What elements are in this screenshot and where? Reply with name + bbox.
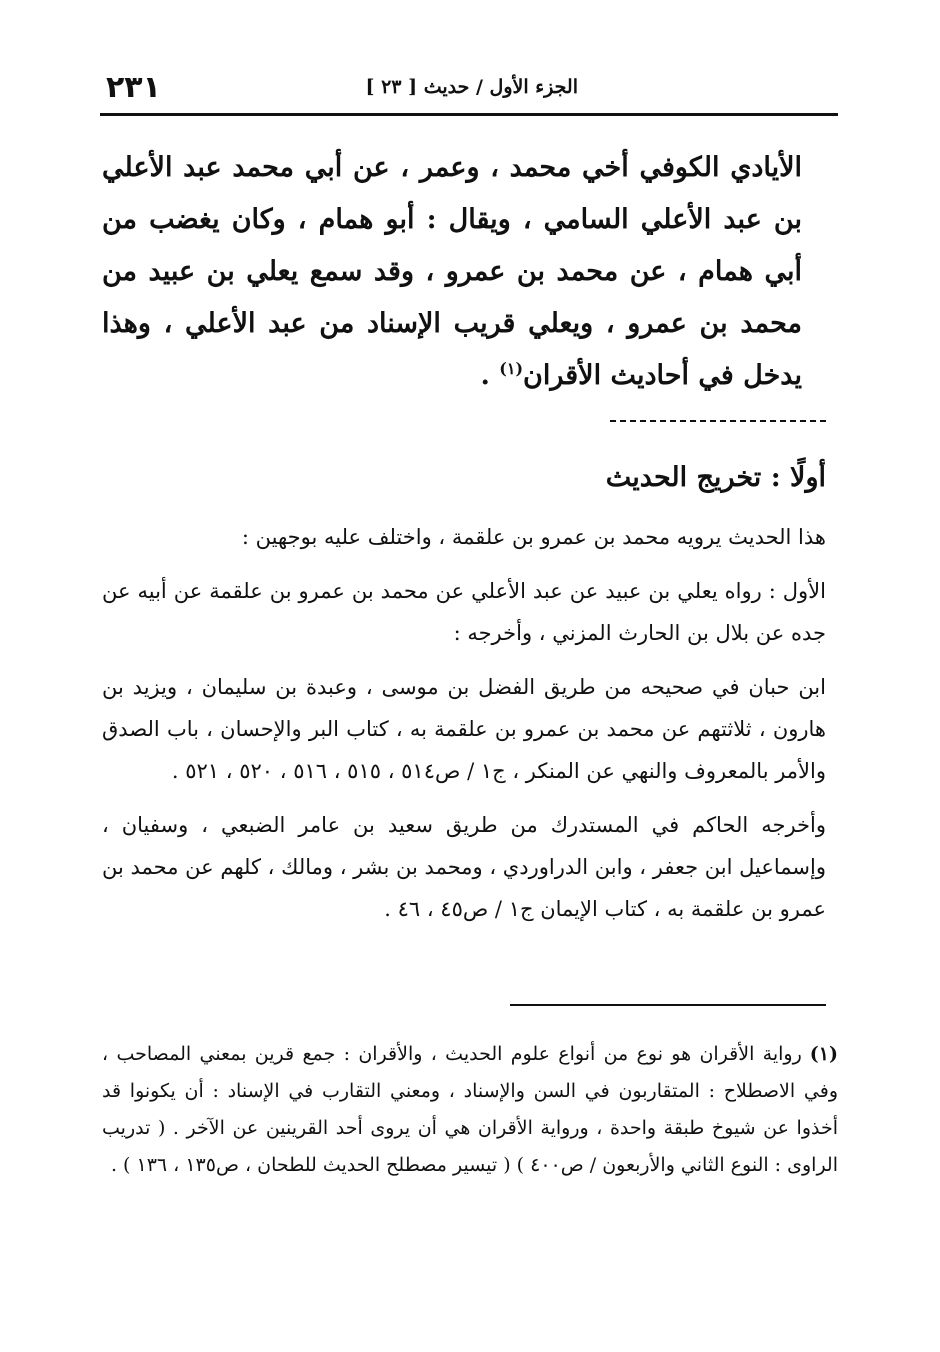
main-text: [102, 142, 802, 402]
header-rule: [100, 113, 838, 116]
section-paragraph: وأخرجه الحاكم في المستدرك من طريق سعيد بن عامر الضبعي ، وسفيان ، وإسماعيل ابن جعفر ، وابن الدراوردي ، ومحمد بن بشر ، ومالك ، كلهم عن محمد بن عمرو بن علقمة به ، كتاب الإيمان ج١ / ص٤٥ ، ٤٦ .: [102, 813, 826, 921]
main-paragraph-ending: .: [480, 360, 500, 391]
section-paragraph: ابن حبان في صحيحه من طريق الفضل بن موسى ، وعبدة بن سليمان ، ويزيد بن هارون ، ثلاثتهم عن محمد بن عمرو بن علقمة به ، كتاب البر والإحسان ، باب الصدق والأمر بالمعروف والنهي عن المنكر ، ج١ / ص٥١٤ ، ٥١٥ ، ٥١٦ ، ٥٢٠ ، ٥٢١ .: [102, 675, 826, 783]
main-paragraph: [102, 142, 802, 402]
running-head: الجزء الأول / حديث [ ٢٣ ]: [365, 76, 578, 98]
page-number: ٢٣١: [106, 70, 161, 105]
footnote-reference[interactable]: (١): [499, 359, 524, 378]
footnote-text: رواية الأقران هو نوع من أنواع علوم الحديث ، والأقران : جمع قرين بمعني المصاحب ، وفي الاصطلاح : المتقاربون في السن والإسناد ، ومعني التقارب في الإسناد : أن يكونوا قد أخذوا عن شيوخ طبقة واحدة ، ورواية الأقران هي أن يروى أحد القرينين عن الآخر . ( تدريب الراوى : النوع الثاني والأربعون / ص٤٠٠ ) ( تيسير مصطلح الحديث للطحان ، ص١٣٥ ، ١٣٦ ) .: [102, 1043, 838, 1176]
section-heading: أولًا : تخريج الحديث: [605, 462, 826, 493]
section-paragraph: الأول : رواه يعلي بن عبيد عن عبد الأعلي عن محمد بن عمرو بن علقمة عن أبيه عن جده عن بلال بن الحارث المزني ، وأخرجه :: [102, 579, 826, 645]
dashed-separator: [610, 420, 826, 422]
footnote-rule: [510, 1004, 826, 1006]
main-paragraph-text: الأيادي الكوفي أخي محمد ، وعمر ، عن أبي محمد عبد الأعلي بن عبد الأعلي السامي ، ويقال : أبو همام ، وكان يغضب من أبي همام ، عن محمد بن عمرو ، وقد سمع يعلي بن عبيد من محمد بن عمرو ، ويعلي قريب الإسناد من عبد الأعلي ، وهذا يدخل في أحاديث الأقران: [102, 152, 802, 391]
page-header: [100, 70, 836, 110]
footnote: [102, 1036, 838, 1184]
footnote-marker: (١): [809, 1043, 838, 1065]
takhrij-section: [102, 462, 826, 942]
section-paragraph: هذا الحديث يرويه محمد بن عمرو بن علقمة ، واختلف عليه بوجهين :: [241, 525, 826, 549]
